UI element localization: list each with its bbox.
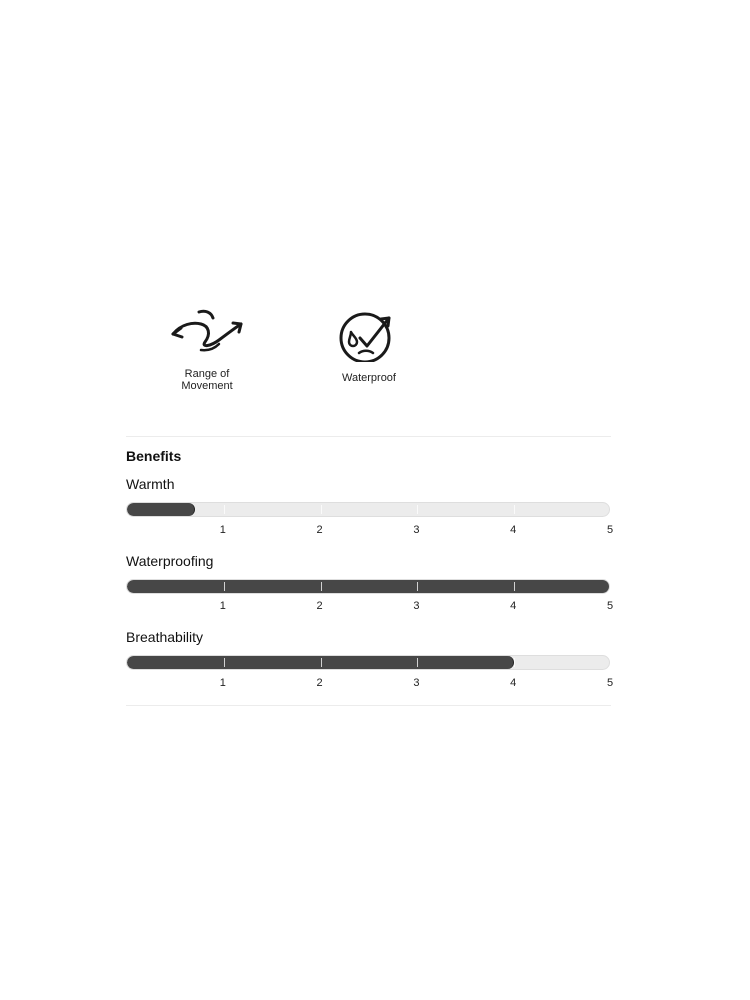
feature-label: Waterproof xyxy=(341,372,396,384)
warmth-rating-fill xyxy=(127,503,195,516)
scale-label: 2 xyxy=(316,677,323,689)
waterproof-icon xyxy=(327,300,411,362)
breathability-rating-bar xyxy=(126,655,610,670)
scale-tick xyxy=(224,658,225,667)
scale-label: 4 xyxy=(510,677,517,689)
scale-tick xyxy=(514,582,515,591)
scale-label: 5 xyxy=(606,677,614,689)
waterproofing-rating-fill xyxy=(127,580,610,593)
warmth-rating-bar xyxy=(126,502,610,517)
bottom-divider xyxy=(126,705,611,706)
warmth-scale xyxy=(126,524,616,538)
benefits-title: Benefits xyxy=(126,448,182,464)
scale-tick xyxy=(514,505,515,514)
top-divider xyxy=(126,436,611,437)
scale-label: 4 xyxy=(510,600,517,612)
scale-label: 1 xyxy=(219,524,226,536)
benefit-label-breathability: Breathability xyxy=(126,629,204,645)
scale-label: 3 xyxy=(413,600,420,612)
scale-label: 2 xyxy=(316,600,323,612)
waterproofing-rating-bar xyxy=(126,579,610,594)
waterproofing-scale xyxy=(126,600,616,614)
benefit-label-warmth: Warmth xyxy=(126,476,175,492)
scale-label: 3 xyxy=(413,524,420,536)
feature-label: Range of Movement xyxy=(181,368,233,392)
scale-tick xyxy=(417,582,418,591)
scale-tick xyxy=(224,582,225,591)
scale-tick xyxy=(321,505,322,514)
scale-tick xyxy=(224,505,225,514)
scale-label: 3 xyxy=(413,677,420,689)
scale-label: 2 xyxy=(316,524,323,536)
feature-icons-row xyxy=(0,300,750,410)
benefit-label-waterproofing: Waterproofing xyxy=(126,553,214,569)
scale-label: 1 xyxy=(219,677,226,689)
scale-tick xyxy=(514,658,515,667)
breathability-scale xyxy=(126,677,616,691)
scale-label: 4 xyxy=(510,524,517,536)
scale-label: 1 xyxy=(219,600,226,612)
range-of-movement-icon xyxy=(165,300,249,356)
scale-label: 5 xyxy=(606,600,614,612)
feature-range-of-movement xyxy=(147,300,267,392)
feature-waterproof xyxy=(309,300,429,384)
scale-tick xyxy=(321,582,322,591)
scale-tick xyxy=(417,505,418,514)
scale-label: 5 xyxy=(606,524,614,536)
scale-tick xyxy=(417,658,418,667)
scale-tick xyxy=(321,658,322,667)
